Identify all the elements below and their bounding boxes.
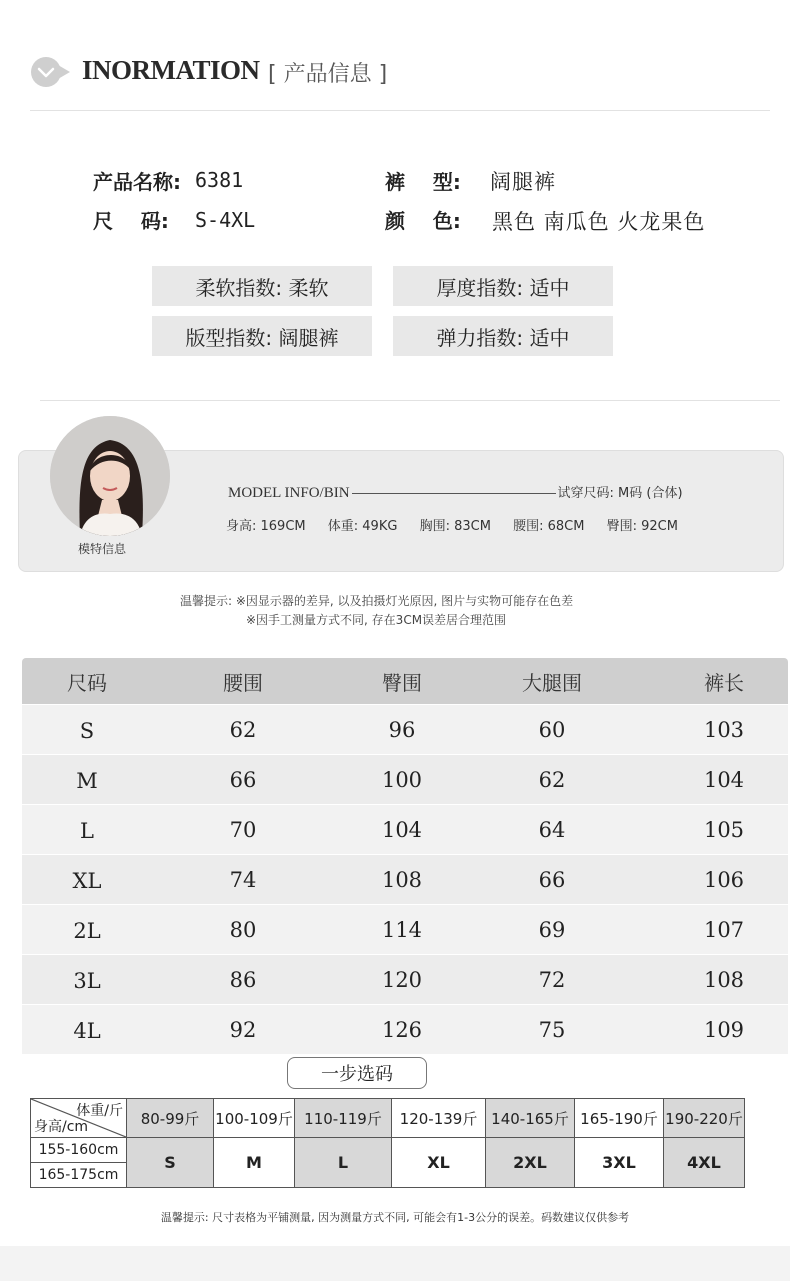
softness-index: 柔软指数: 柔软 [152, 266, 372, 306]
cell-waist: 62 [229, 717, 257, 742]
table-row [22, 1004, 788, 1054]
divider [40, 400, 780, 401]
model-height: 身高: 169CM [226, 519, 306, 534]
cell-size: 2L [73, 919, 101, 943]
size-table-header [22, 658, 788, 704]
cell-size: 3L [73, 969, 101, 993]
cell-thigh: 62 [538, 767, 566, 792]
weight-range-6: 165-190斤 [575, 1099, 664, 1138]
fit-index: 版型指数: 阔腿裤 [152, 316, 372, 356]
cell-hip: 108 [381, 867, 423, 892]
cell-hip: 120 [381, 967, 423, 992]
height-range-2: 165-175cm [31, 1163, 127, 1188]
size-3xl: 3XL [575, 1138, 664, 1188]
height-range-1: 155-160cm [31, 1138, 127, 1163]
selector-corner-cell [31, 1099, 127, 1138]
cell-waist: 86 [229, 967, 257, 992]
cell-waist: 70 [229, 817, 257, 842]
section-subtitle: [ 产品信息 ] [268, 62, 388, 87]
cell-size: 4L [73, 1019, 101, 1043]
header-waist: 腰围 [223, 670, 263, 695]
section-title: INORMATION [82, 55, 260, 85]
tip-line-1: 温馨提示: ※因显示器的差异, 以及拍摄灯光原因, 图片与实物可能存在色差 [180, 594, 574, 608]
table-row [22, 854, 788, 904]
model-hip: 臀围: 92CM [606, 519, 678, 534]
cell-size: S [79, 719, 95, 743]
product-name-value: 6381 [195, 168, 244, 192]
model-weight: 体重: 49KG [327, 519, 398, 534]
pants-type-label: 裤 型: [385, 170, 461, 194]
weight-range-1: 80-99斤 [127, 1099, 214, 1138]
size-table [22, 658, 788, 1054]
cell-length: 104 [703, 767, 745, 792]
model-measurements [226, 515, 678, 534]
size-range-label: 尺 码: [93, 209, 169, 233]
cell-thigh: 72 [538, 967, 566, 992]
weight-range-3: 110-119斤 [295, 1099, 392, 1138]
cell-length: 109 [703, 1017, 745, 1042]
thickness-index: 厚度指数: 适中 [393, 266, 613, 306]
cell-length: 108 [703, 967, 745, 992]
cell-length: 103 [703, 717, 745, 742]
model-portrait-icon [50, 416, 170, 536]
table-row [22, 754, 788, 804]
cell-hip: 126 [381, 1017, 423, 1042]
model-avatar [50, 416, 170, 536]
elasticity-index: 弹力指数: 适中 [393, 316, 613, 356]
table-row [22, 704, 788, 754]
cell-thigh: 60 [538, 717, 566, 742]
size-m: M [214, 1138, 295, 1188]
weight-range-2: 100-109斤 [214, 1099, 295, 1138]
cell-hip: 100 [381, 767, 423, 792]
cell-waist: 80 [229, 917, 257, 942]
model-info-label: 模特信息 [78, 542, 127, 556]
model-bust: 胸围: 83CM [419, 519, 491, 534]
header-hip: 臀围 [382, 670, 422, 695]
cell-thigh: 66 [538, 867, 566, 892]
header-size: 尺码 [67, 670, 107, 695]
weight-range-7: 190-220斤 [664, 1099, 745, 1138]
size-4xl: 4XL [664, 1138, 745, 1188]
size-range-value: S-4XL [195, 208, 256, 232]
cell-hip: 114 [381, 917, 423, 942]
cell-thigh: 69 [538, 917, 566, 942]
cell-size: M [76, 769, 98, 793]
table-row [22, 804, 788, 854]
model-info-title: MODEL INFO/BIN [228, 485, 350, 501]
header-length: 裤长 [704, 670, 744, 695]
cell-length: 107 [703, 917, 745, 942]
cell-waist: 92 [229, 1017, 257, 1042]
size-2xl: 2XL [486, 1138, 575, 1188]
cell-hip: 96 [388, 717, 416, 742]
size-s: S [127, 1138, 214, 1188]
size-xl: XL [392, 1138, 486, 1188]
cell-size: XL [72, 869, 102, 893]
cell-length: 105 [703, 817, 745, 842]
header-thigh: 大腿围 [522, 670, 582, 695]
size-selector-table [30, 1098, 745, 1188]
product-name-label: 产品名称: [93, 170, 181, 194]
weight-range-4: 120-139斤 [392, 1099, 486, 1138]
model-info-title-row [228, 482, 683, 502]
cell-thigh: 64 [538, 817, 566, 842]
size-l: L [295, 1138, 392, 1188]
weight-range-5: 140-165斤 [486, 1099, 575, 1138]
bottom-band [0, 1246, 790, 1281]
cell-hip: 104 [381, 817, 423, 842]
color-label: 颜 色: [385, 209, 461, 233]
footer-note: 温馨提示: 尺寸表格为平铺测量, 因为测量方式不同, 可能会有1-3公分的误差。码数建议仅供参考 [160, 1211, 630, 1224]
separator-line [352, 493, 556, 494]
divider [30, 110, 770, 111]
cell-thigh: 75 [538, 1017, 566, 1042]
table-row [22, 954, 788, 1004]
corner-weight-label: 体重/斤 [76, 1103, 123, 1119]
corner-height-label: 身高/cm [34, 1119, 89, 1135]
chevron-badge-icon [30, 56, 70, 88]
one-step-size-button[interactable]: 一步选码 [287, 1057, 427, 1089]
pants-type-value: 阔腿裤 [490, 170, 556, 194]
cell-size: L [80, 819, 94, 843]
model-trial-size: 试穿尺码: M码 (合体) [557, 486, 683, 501]
cell-length: 106 [703, 867, 745, 892]
cell-waist: 66 [229, 767, 257, 792]
cell-waist: 74 [229, 867, 257, 892]
model-waist: 腰围: 68CM [513, 519, 585, 534]
table-row [22, 904, 788, 954]
color-value: 黑色 南瓜色 火龙果色 [492, 210, 706, 234]
tip-line-2: ※因手工测量方式不同, 存在3CM误差居合理范围 [246, 613, 507, 627]
